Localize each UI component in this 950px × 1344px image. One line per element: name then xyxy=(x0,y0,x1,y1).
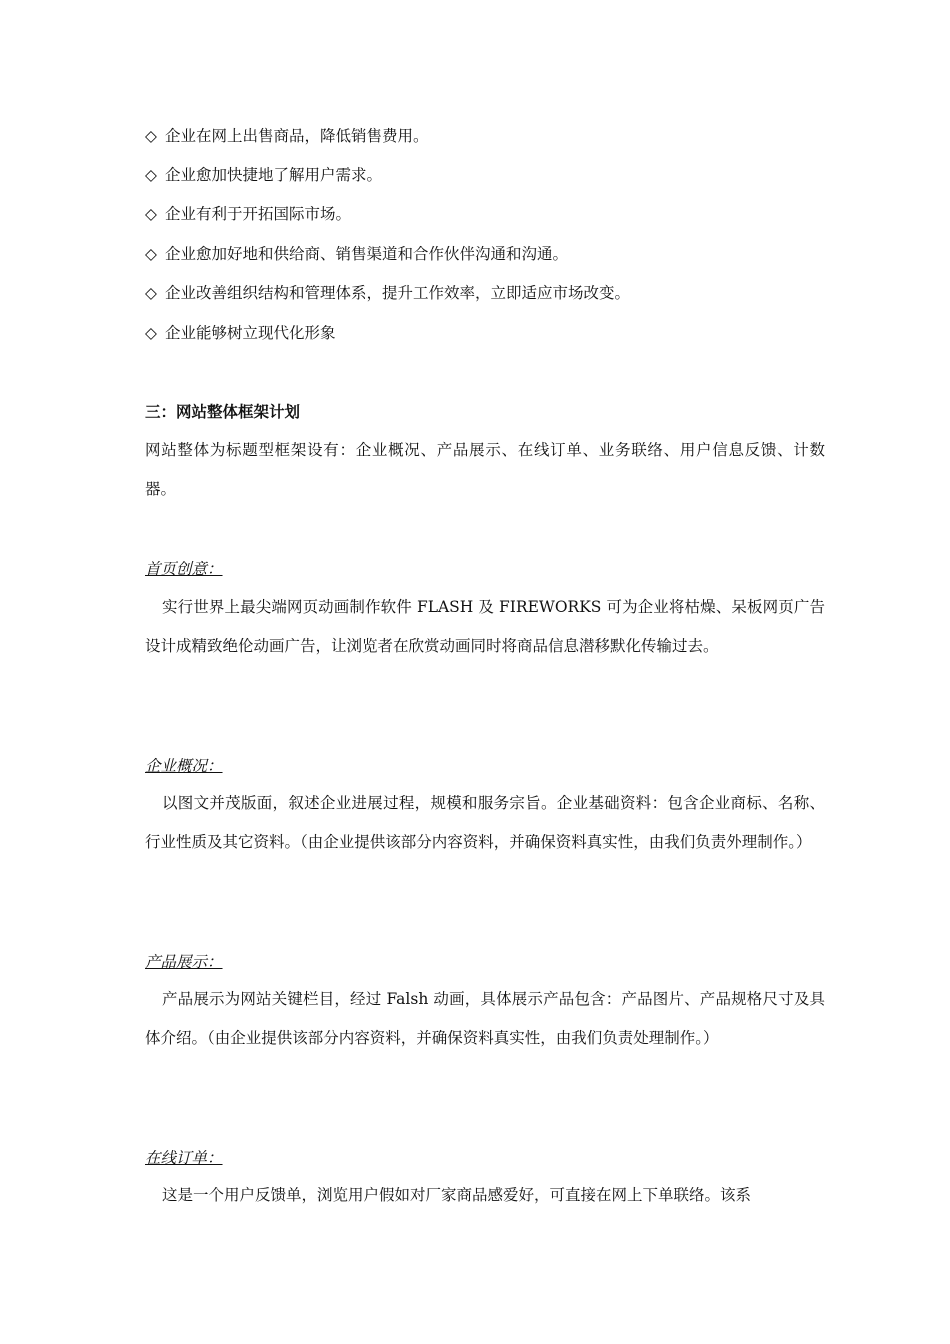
products-subheading: 产品展示： xyxy=(145,953,223,971)
bullet-text: 企业愈加好地和供给商、销售渠道和合作伙伴沟通和沟通。 xyxy=(165,245,569,263)
bullet-item xyxy=(145,126,429,146)
orders-paragraph: 这是一个用户反馈单，浏览用户假如对厂家商品感爱好，可直接在网上下单联络。该系 xyxy=(162,1186,752,1204)
diamond-bullet-icon: ◇ xyxy=(145,166,157,184)
bullet-item xyxy=(145,323,336,343)
bullet-item xyxy=(145,204,351,224)
overview-paragraph: 以图文并茂版面，叙述企业进展过程，规模和服务宗旨。企业基础资料：包含企业商标、名称、行业性质及其它资料。（由企业提供该部分内容资料，并确保资料真实性，由我们负责外理制作。） xyxy=(145,794,825,851)
homepage-subheading: 首页创意： xyxy=(145,560,223,578)
homepage-paragraph: 实行世界上最尖端网页动画制作软件 FLASH 及 FIREWORKS 可为企业将枯燥、呆板网页广告设计成精致绝伦动画广告，让浏览者在欣赏动画同时将商品信息潜移默化传输过去。 xyxy=(145,598,825,655)
overview-subheading: 企业概况： xyxy=(145,757,223,775)
bullet-text: 企业在网上出售商品，降低销售费用。 xyxy=(165,127,429,145)
bullet-item xyxy=(145,283,630,303)
bullet-item xyxy=(145,165,382,185)
bullet-item xyxy=(145,244,568,264)
diamond-bullet-icon: ◇ xyxy=(145,205,157,223)
section-heading: 三：网站整体框架计划 xyxy=(145,402,301,421)
bullet-text: 企业有利于开拓国际市场。 xyxy=(165,205,352,223)
bullet-text: 企业能够树立现代化形象 xyxy=(165,324,336,342)
orders-subheading: 在线订单： xyxy=(145,1149,223,1167)
diamond-bullet-icon: ◇ xyxy=(145,127,157,145)
diamond-bullet-icon: ◇ xyxy=(145,245,157,263)
section-paragraph: 网站整体为标题型框架设有：企业概况、产品展示、在线订单、业务联络、用户信息反馈、计数器。 xyxy=(145,441,825,498)
bullet-text: 企业愈加快捷地了解用户需求。 xyxy=(165,166,383,184)
diamond-bullet-icon: ◇ xyxy=(145,284,157,302)
products-paragraph: 产品展示为网站关键栏目，经过 Falsh 动画，具体展示产品包含：产品图片、产品规格尺寸及具体介绍。（由企业提供该部分内容资料，并确保资料真实性，由我们负责处理制作。） xyxy=(145,990,825,1047)
diamond-bullet-icon: ◇ xyxy=(145,324,157,342)
bullet-text: 企业改善组织结构和管理体系，提升工作效率，立即适应市场改变。 xyxy=(165,284,631,302)
